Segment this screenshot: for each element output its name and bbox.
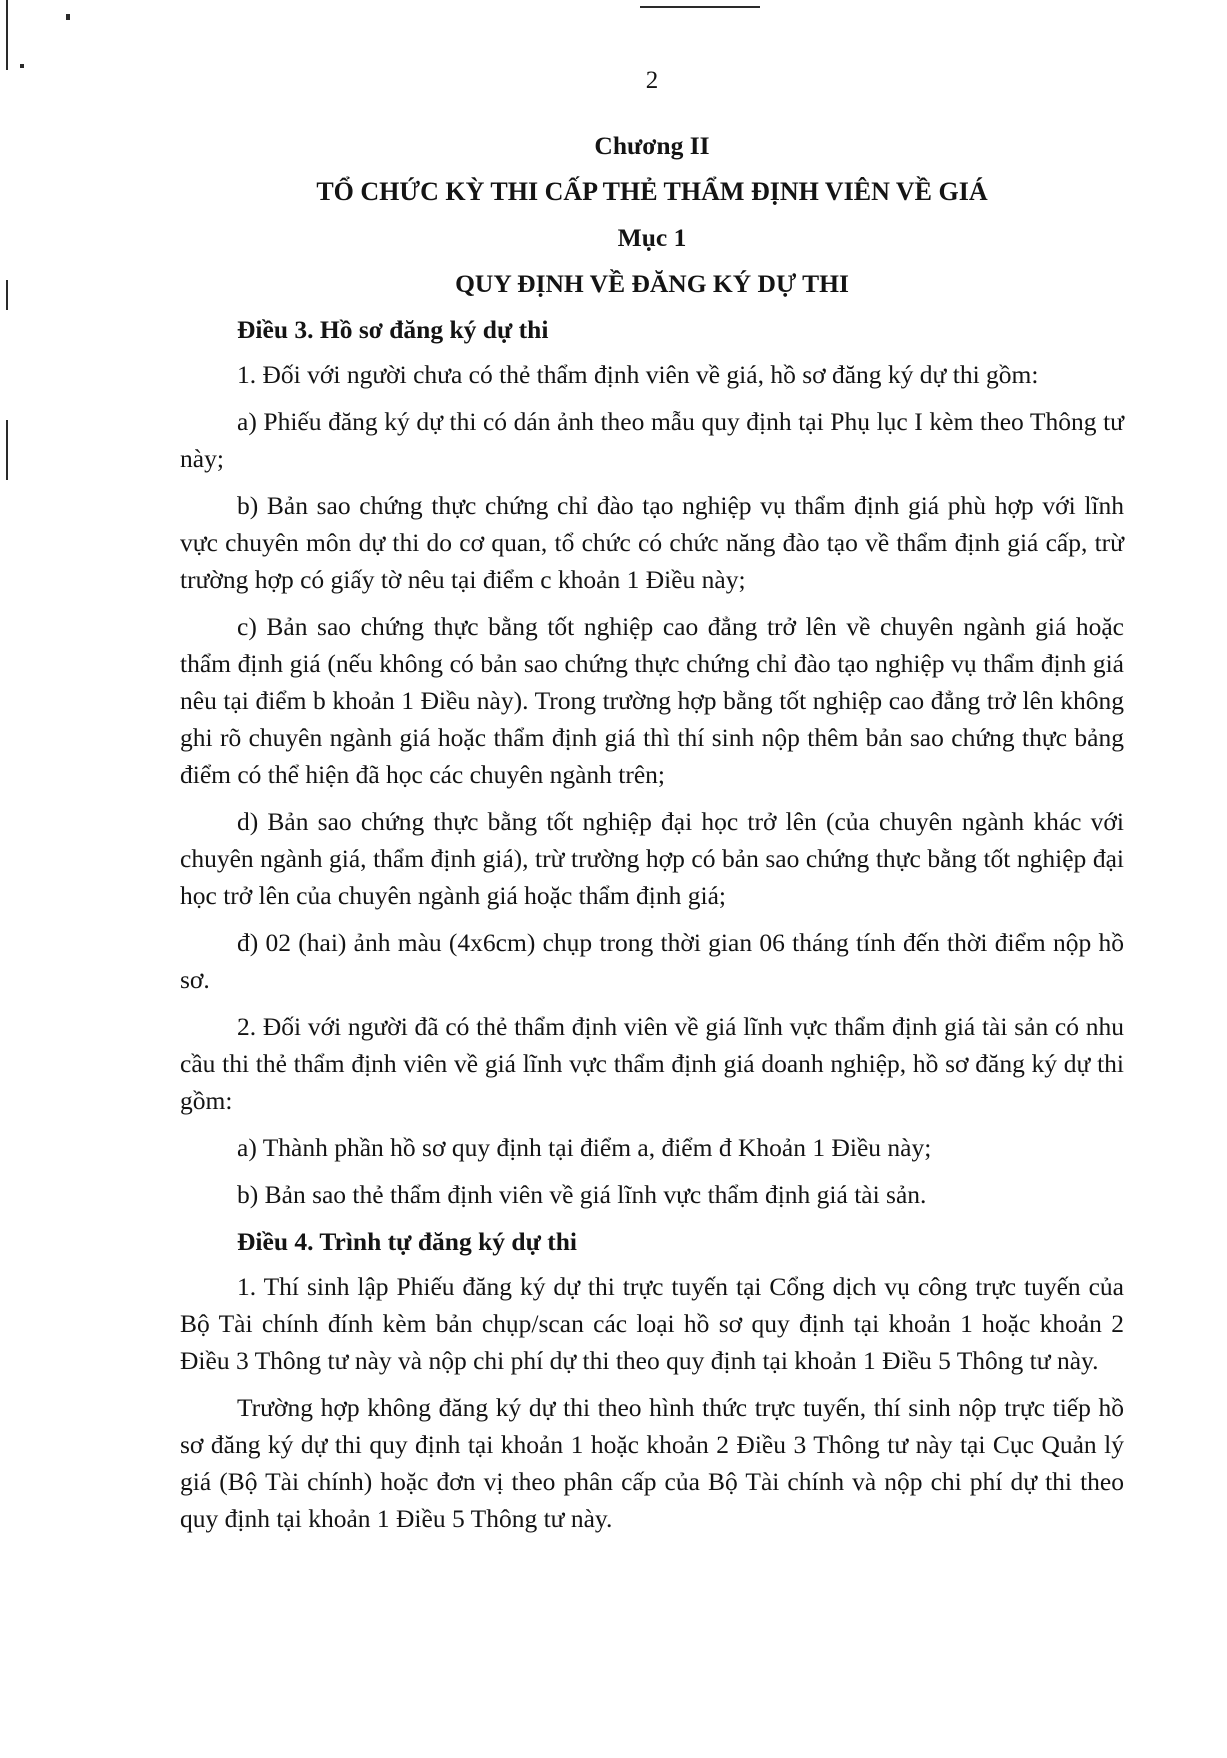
- article-4-heading: Điều 4. Trình tự đăng ký dự thi: [237, 1227, 578, 1256]
- article-3-paragraph: a) Phiếu đăng ký dự thi có dán ảnh theo mẫu quy định tại Phụ lục I kèm theo Thông tư này;: [180, 407, 1124, 473]
- article-3-paragraph: d) Bản sao chứng thực bằng tốt nghiệp đại học trở lên (của chuyên ngành khác với chuyên ngành giá, thẩm định giá), trừ trường hợp có bản sao chứng thực bằng tốt nghiệp đại học trở lên của chuyên ngành giá hoặc thẩm định giá;: [180, 807, 1124, 910]
- chapter-label: Chương II: [594, 131, 710, 160]
- scan-artifact-margin-line: [6, 0, 8, 70]
- scan-artifact-dot: [66, 14, 70, 20]
- scan-artifact-margin-line: [6, 280, 8, 310]
- document-page: [180, 62, 1124, 1547]
- article-3-paragraph: b) Bản sao thẻ thẩm định viên về giá lĩnh vực thẩm định giá tài sản.: [237, 1180, 927, 1209]
- section-label: Mục 1: [617, 223, 687, 252]
- article-3-heading: Điều 3. Hồ sơ đăng ký dự thi: [237, 315, 549, 344]
- article-3-paragraph: a) Thành phần hồ sơ quy định tại điểm a, điểm đ Khoản 1 Điều này;: [237, 1133, 932, 1162]
- chapter-title: TỔ CHỨC KỲ THI CẤP THẺ THẨM ĐỊNH VIÊN VỀ GIÁ: [316, 177, 988, 206]
- section-title: QUY ĐỊNH VỀ ĐĂNG KÝ DỰ THI: [455, 269, 849, 298]
- article-4-paragraph: 1. Thí sinh lập Phiếu đăng ký dự thi trực tuyến tại Cổng dịch vụ công trực tuyến của Bộ Tài chính đính kèm bản chụp/scan các loại hồ sơ quy định tại khoản 1 hoặc khoản 2 Điều 3 Thông tư này và nộp chi phí dự thi theo quy định tại khoản 1 Điều 5 Thông tư này.: [180, 1272, 1124, 1375]
- article-3-paragraph: đ) 02 (hai) ảnh màu (4x6cm) chụp trong thời gian 06 tháng tính đến thời điểm nộp hồ sơ.: [180, 928, 1124, 994]
- scan-artifact-margin-line: [6, 420, 8, 480]
- article-3-paragraph: 2. Đối với người đã có thẻ thẩm định viên về giá lĩnh vực thẩm định giá tài sản có nhu cầu thi thẻ thẩm định viên về giá lĩnh vực thẩm định giá doanh nghiệp, hồ sơ đăng ký dự thi gồm:: [180, 1012, 1124, 1115]
- article-4-paragraph: Trường hợp không đăng ký dự thi theo hình thức trực tuyến, thí sinh nộp trực tiếp hồ sơ đăng ký dự thi quy định tại khoản 1 hoặc khoản 2 Điều 3 Thông tư này tại Cục Quản lý giá (Bộ Tài chính) hoặc đơn vị theo phân cấp của Bộ Tài chính và nộp chi phí dự thi theo quy định tại khoản 1 Điều 5 Thông tư này.: [180, 1393, 1124, 1533]
- page-number: 2: [645, 67, 659, 94]
- article-3-paragraph: b) Bản sao chứng thực chứng chỉ đào tạo nghiệp vụ thẩm định giá phù hợp với lĩnh vực chuyên môn dự thi do cơ quan, tổ chức có chức năng đào tạo về thẩm định giá cấp, trừ trường hợp có giấy tờ nêu tại điểm c khoản 1 Điều này;: [180, 491, 1124, 594]
- article-3-paragraph: c) Bản sao chứng thực bằng tốt nghiệp cao đẳng trở lên về chuyên ngành giá hoặc thẩm định giá (nếu không có bản sao chứng thực chứng chỉ đào tạo nghiệp vụ thẩm định giá nêu tại điểm b khoản 1 Điều này). Trong trường hợp bằng tốt nghiệp cao đẳng trở lên không ghi rõ chuyên ngành giá hoặc thẩm định giá thì thí sinh nộp thêm bản sao chứng thực bảng điểm có thể hiện đã học các chuyên ngành trên;: [180, 612, 1124, 789]
- scan-artifact-top-line: [640, 6, 760, 8]
- scan-artifact-dot: [20, 64, 24, 68]
- article-3-paragraph: 1. Đối với người chưa có thẻ thẩm định viên về giá, hồ sơ đăng ký dự thi gồm:: [237, 360, 1039, 389]
